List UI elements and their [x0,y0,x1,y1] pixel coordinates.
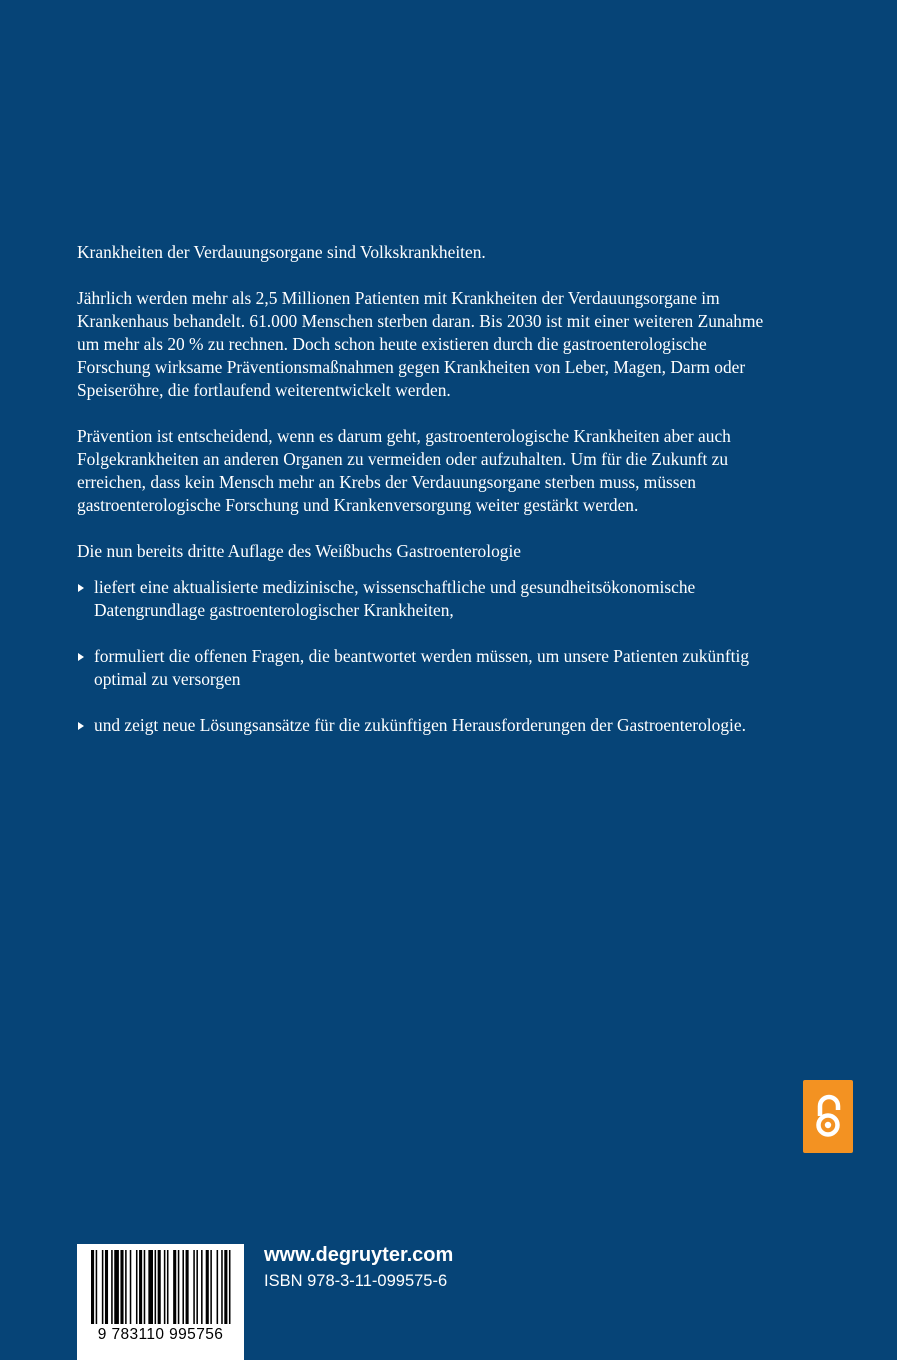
paragraph-statistics: Jährlich werden mehr als 2,5 Millionen Patienten mit Krankheiten der Verdauungsorgane im Krankenhaus behandelt. 61.000 Menschen sterben daran. Bis 2030 ist mit einer weiteren Zunahme um mehr als 20 % zu rechnen. Doch schon heute existieren durch die gastroenterologische Forschung wirksame Präventionsmaßnahmen gegen Krankheiten von Leber, Magen, Darm oder Speiseröhre, die fortlaufend weiterentwickelt werden. [77,288,764,400]
barcode-digits: 9 783110 995756 [97,1326,224,1343]
list-intro: Die nun bereits dritte Auflage des Weißbuchs Gastroenterologie [77,541,522,561]
isbn-text: ISBN 978-3-11-099575-6 [264,1272,448,1290]
paragraph-prevention: Prävention ist entscheidend, wenn es darum geht, gastroenterologische Krankheiten aber auch Folgekrankheiten an anderen Organen zu vermeiden oder aufzuhalten. Um für die Zukunft zu erreichen, dass kein Mensch mehr an Krebs der Verdauungsorgane sterben muss, müssen gastroenterologische Forschung und Krankenversorgung weiter gestärkt werden. [77,426,731,515]
triangle-bullet-icon [78,722,84,730]
publisher-info [264,1243,453,1292]
list-item-text: liefert eine aktualisierte medizinische, wissenschaftliche und gesundheitsökonomische Datengrundlage gastroenterologischer Krankheiten, [94,577,696,620]
list-item [77,645,777,691]
back-cover-text [77,241,777,770]
triangle-bullet-icon [78,653,84,661]
open-access-icon [803,1080,853,1153]
triangle-bullet-icon [78,584,84,592]
list-item [77,714,777,737]
list-item-text: formuliert die offenen Fragen, die beantwortet werden müssen, um unsere Patienten zukünftig optimal zu versorgen [94,646,750,689]
list-item [77,576,777,622]
list-item-text: und zeigt neue Lösungsansätze für die zukünftigen Herausforderungen der Gastroenterologie. [94,715,746,735]
feature-list [77,576,777,737]
intro-line: Krankheiten der Verdauungsorgane sind Volkskrankheiten. [77,242,486,262]
isbn-barcode [77,1244,244,1360]
publisher-url: www.degruyter.com [264,1244,454,1266]
open-access-badge [803,1080,853,1153]
